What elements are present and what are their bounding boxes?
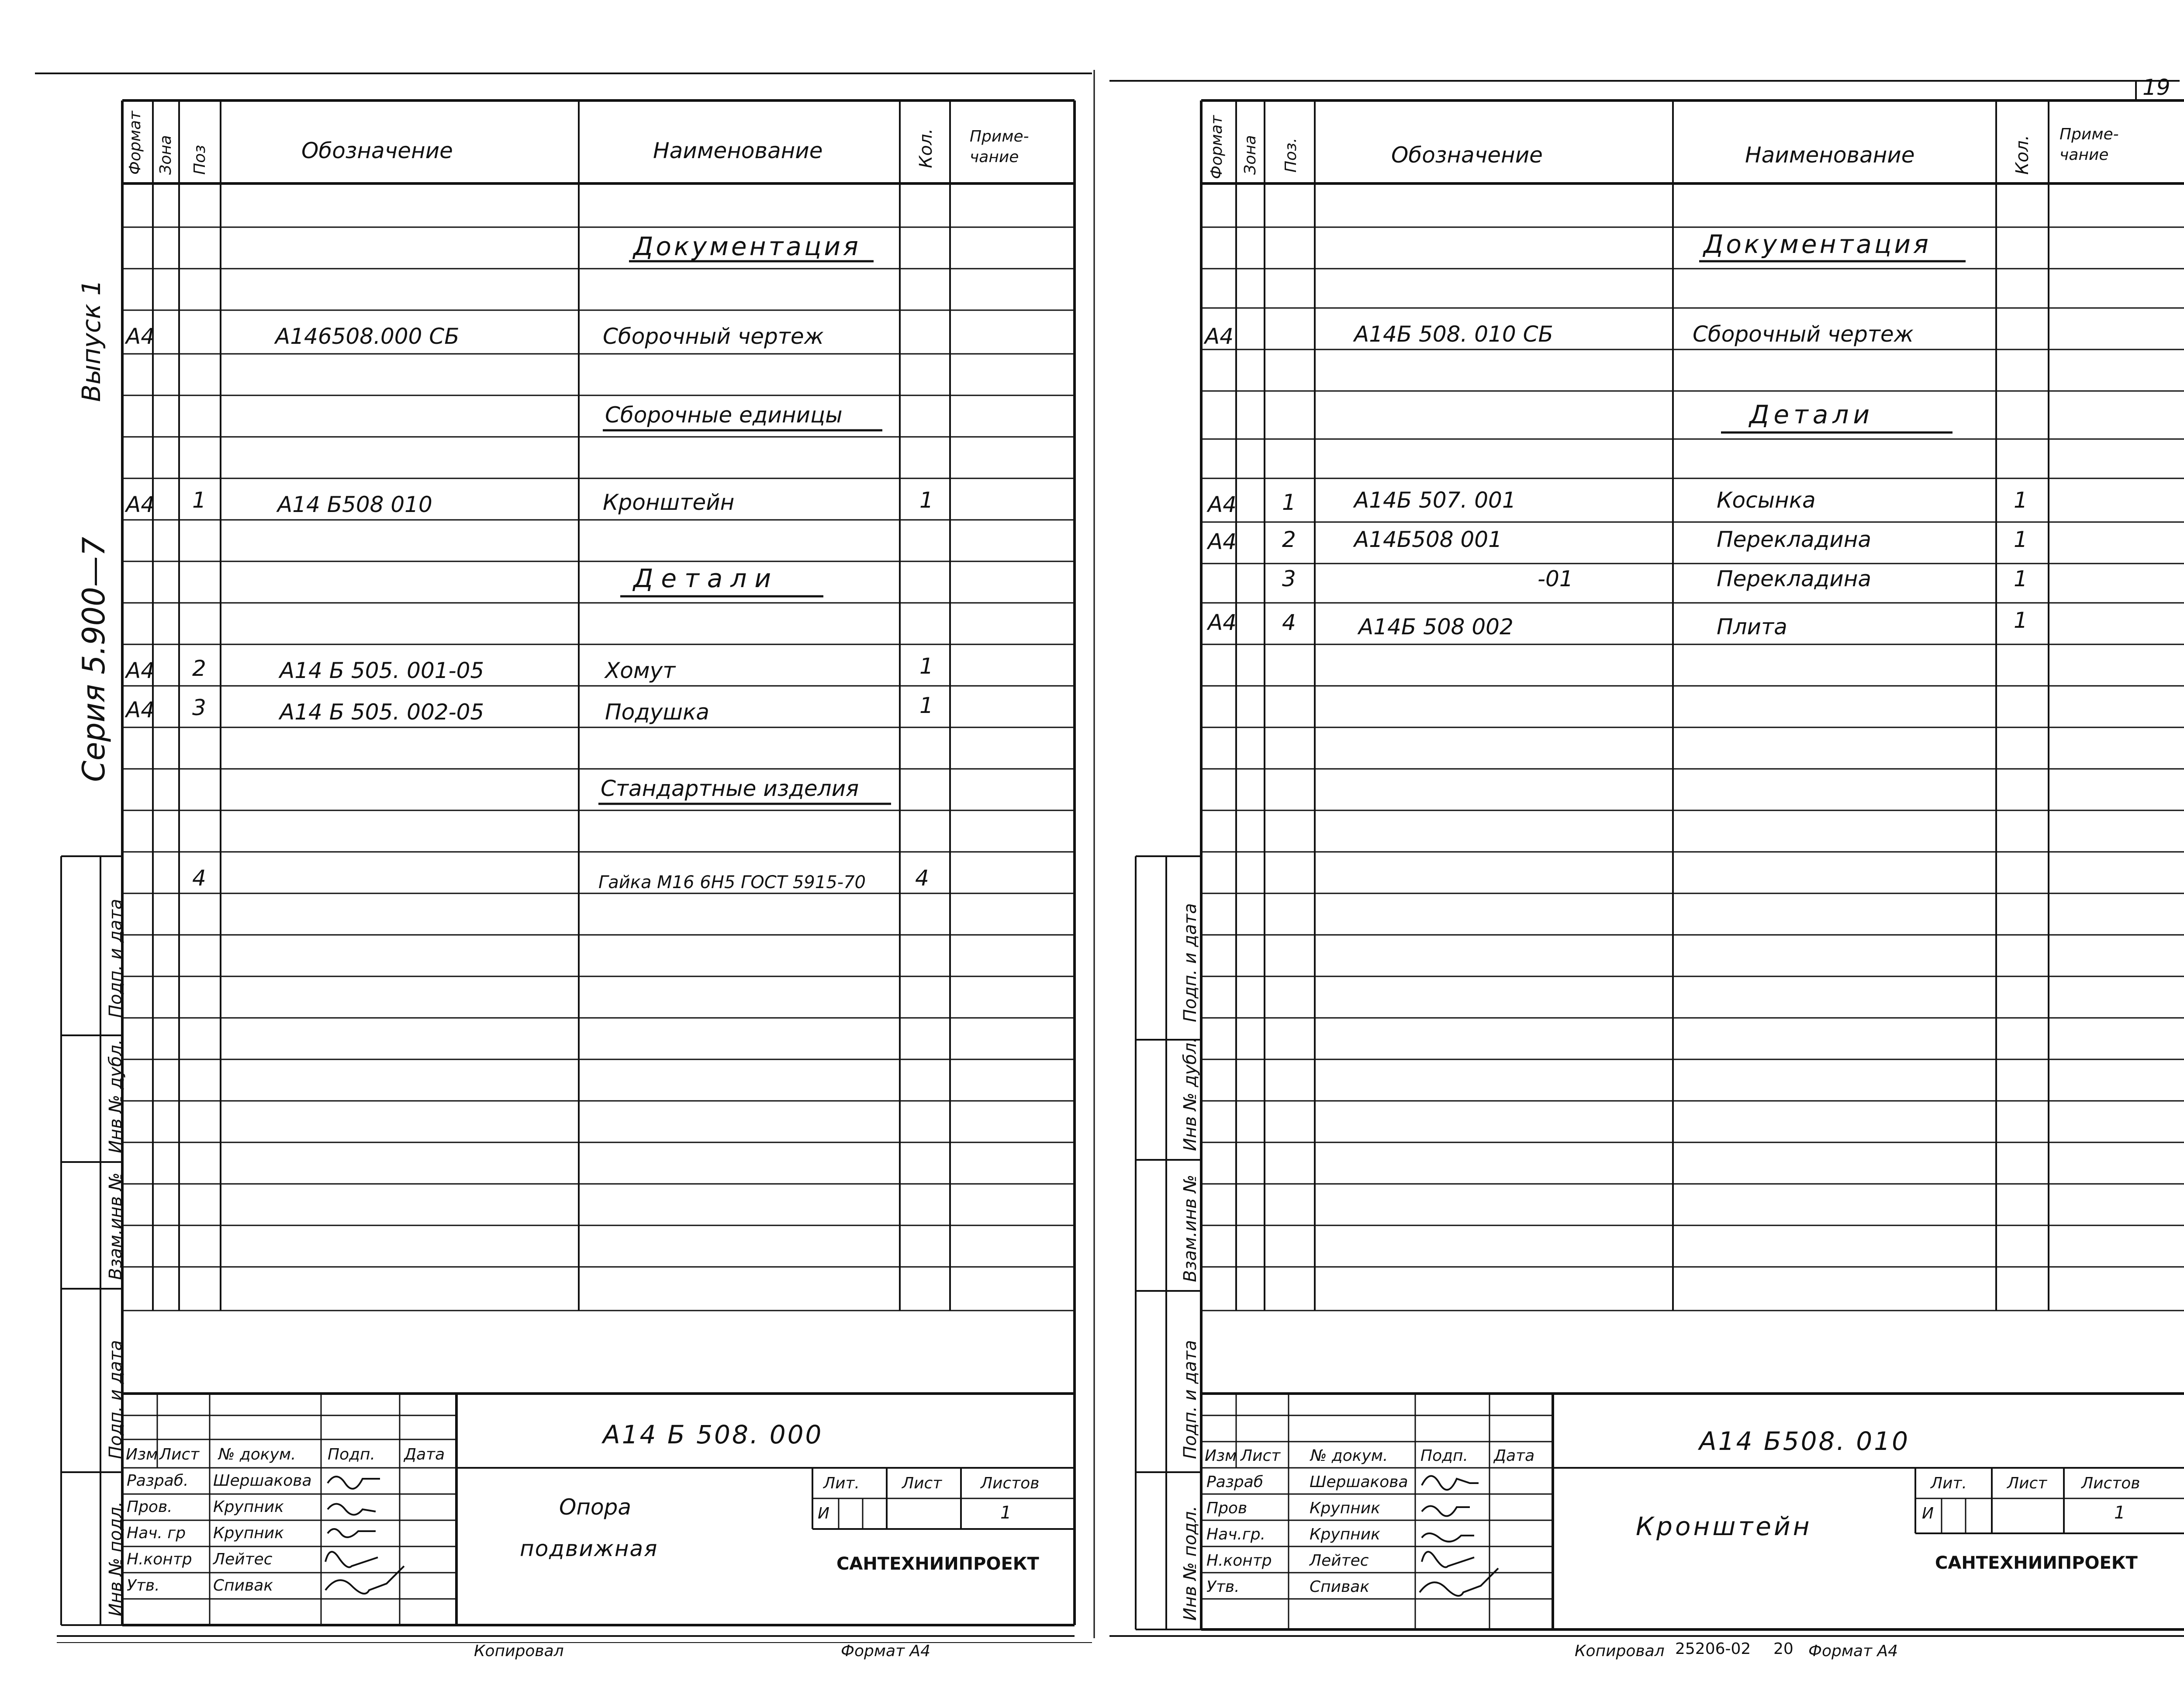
row-format: А4 <box>1208 610 1237 635</box>
row-name: Хомут <box>605 658 676 683</box>
row-format: А4 <box>126 658 155 683</box>
col-label-doc: № докум. <box>218 1446 296 1463</box>
col-label-doc: № докум. <box>1310 1447 1388 1465</box>
lit-value: И <box>818 1505 829 1522</box>
row-pos: 2 <box>1282 527 1296 552</box>
role-label: Утв. <box>127 1577 160 1595</box>
row-pos: 2 <box>192 656 206 681</box>
role-name: Лейтес <box>213 1550 273 1568</box>
row-designation: А14Б 507. 001 <box>1354 488 1516 513</box>
stamp-label-inv-podl: Инв № подл. <box>106 1501 126 1616</box>
header-pos: Поз. <box>1282 138 1300 173</box>
sheets-label: Листов <box>981 1474 1040 1492</box>
header-name: Наименование <box>653 138 823 163</box>
col-label-list: Лист <box>1241 1447 1281 1465</box>
row-name: Гайка М16 6Н5 ГОСТ 5915-70 <box>598 872 866 892</box>
row-name: Кронштейн <box>603 490 735 515</box>
sheets-value: 1 <box>1000 1503 1012 1523</box>
sheet-label: Лист <box>902 1474 942 1492</box>
lit-label: Лит. <box>823 1474 860 1492</box>
footer-copy-index: 20 <box>1773 1640 1794 1658</box>
role-label: Разраб <box>1206 1473 1264 1491</box>
footer-format: Формат А4 <box>841 1642 931 1660</box>
stamp-label-podp-data-top: Подп. и дата <box>1180 903 1200 1022</box>
row-pos: 1 <box>192 488 206 513</box>
role-name: Шершакова <box>213 1472 312 1490</box>
role-label: Пров. <box>127 1498 173 1516</box>
header-zone: Зона <box>157 135 175 175</box>
col-label-sign: Подп. <box>328 1446 375 1463</box>
header-format: Формат <box>1208 115 1226 179</box>
title-block-code: А14 Б 508. 000 <box>603 1420 823 1449</box>
row-designation: А14 Б 505. 002-05 <box>280 699 484 725</box>
section-details: Детали <box>633 564 779 593</box>
row-designation: А14Б 508. 010 СБ <box>1354 322 1553 347</box>
page-number: 19 <box>2143 75 2170 100</box>
stamp-label-podp-data-bottom: Подп. и дата <box>106 1340 126 1459</box>
row-designation: А14Б508 001 <box>1354 527 1502 552</box>
role-label: Нач. гр <box>127 1524 186 1542</box>
row-qty: 1 <box>2014 608 2028 633</box>
role-name: Лейтес <box>1310 1552 1369 1570</box>
col-label-sign: Подп. <box>1420 1447 1468 1465</box>
row-qty: 4 <box>915 865 929 891</box>
col-label-date: Дата <box>404 1446 445 1463</box>
row-format: А4 <box>126 492 155 517</box>
footer-copied: Копировал <box>474 1642 564 1660</box>
section-assembly-units: Сборочные единицы <box>605 402 843 428</box>
header-format: Формат <box>126 111 144 175</box>
org-name: САНТЕХНИИПРОЕКТ <box>836 1554 1039 1574</box>
row-format: А4 <box>126 324 155 349</box>
role-name: Крупник <box>1310 1499 1380 1517</box>
stamp-label-podp-data-top: Подп. и дата <box>106 899 126 1018</box>
footer-copied: Копировал <box>1575 1642 1665 1660</box>
row-pos: 3 <box>192 695 206 720</box>
col-label-izm: Изм <box>126 1446 158 1463</box>
col-label-izm: Изм <box>1205 1447 1237 1465</box>
section-documentation: Документация <box>1704 229 1931 259</box>
sheet-label: Лист <box>2007 1474 2047 1492</box>
row-name: Перекладина <box>1717 566 1872 591</box>
header-pos: Поз <box>191 145 209 175</box>
col-label-date: Дата <box>1494 1447 1535 1465</box>
sheets-value: 1 <box>2114 1503 2125 1523</box>
role-name: Спивак <box>213 1577 273 1595</box>
stamp-label-podp-data-bottom: Подп. и дата <box>1180 1340 1200 1459</box>
stamp-label-vzam-inv: Взам.инв № <box>1180 1174 1200 1282</box>
row-designation: А14Б 508 002 <box>1358 614 1514 640</box>
right-grid-lines <box>1109 0 2184 1688</box>
header-note: Приме- чание <box>2060 125 2119 164</box>
lit-label: Лит. <box>1931 1474 1967 1492</box>
header-designation: Обозначение <box>301 138 453 163</box>
series-label: Серия 5.900—7 <box>76 536 112 782</box>
title-line-1: Опора <box>559 1494 632 1520</box>
org-name: САНТЕХНИИПРОЕКТ <box>1935 1553 2138 1573</box>
stamp-label-inv-dubl: Инв № дубл. <box>1180 1037 1200 1151</box>
row-qty: 1 <box>2014 566 2028 591</box>
row-pos: 1 <box>1282 490 1296 515</box>
row-format: А4 <box>126 697 155 723</box>
role-label: Утв. <box>1206 1578 1240 1596</box>
header-note: Приме- чание <box>970 128 1029 166</box>
row-designation: А14 Б508 010 <box>277 492 432 517</box>
role-label: Разраб. <box>127 1472 189 1490</box>
section-documentation: Документация <box>633 232 861 261</box>
role-name: Крупник <box>213 1498 284 1516</box>
row-qty: 1 <box>2014 488 2028 513</box>
role-name: Спивак <box>1310 1578 1370 1596</box>
row-format: А4 <box>1208 529 1237 554</box>
row-designation: -01 <box>1538 566 1573 591</box>
col-label-list: Лист <box>159 1446 200 1463</box>
header-qty: Кол. <box>2012 135 2032 175</box>
role-label: Нач.гр. <box>1206 1525 1266 1543</box>
row-name: Подушка <box>605 699 709 725</box>
footer-copy-number: 25206-02 <box>1675 1640 1751 1658</box>
role-name: Крупник <box>1310 1525 1380 1543</box>
role-label: Н.контр <box>127 1550 192 1568</box>
stamp-label-inv-podl: Инв № подл. <box>1180 1505 1200 1621</box>
lit-value: И <box>1922 1505 1934 1522</box>
role-name: Крупник <box>213 1524 284 1542</box>
role-label: Пров <box>1206 1499 1248 1517</box>
row-format: А4 <box>1205 324 1234 349</box>
right-sheet <box>1109 0 2184 1688</box>
row-format: А4 <box>1208 492 1237 517</box>
row-qty: 1 <box>2014 527 2028 552</box>
footer-format: Формат А4 <box>1808 1642 1898 1660</box>
stamp-label-inv-dubl: Инв № дубл. <box>106 1039 126 1153</box>
row-pos: 4 <box>192 865 206 891</box>
row-name: Перекладина <box>1717 527 1872 552</box>
section-standard-items: Стандартные изделия <box>601 776 859 801</box>
row-name: Плита <box>1717 614 1787 640</box>
row-designation: А14 Б 505. 001-05 <box>280 658 484 683</box>
stamp-label-vzam-inv: Взам.инв № <box>106 1172 126 1280</box>
role-name: Шершакова <box>1310 1473 1408 1491</box>
row-qty: 1 <box>919 488 933 513</box>
row-qty: 1 <box>919 654 933 679</box>
role-label: Н.контр <box>1206 1552 1272 1570</box>
row-designation: А146508.000 СБ <box>275 324 460 349</box>
header-name: Наименование <box>1745 142 1915 168</box>
row-qty: 1 <box>919 693 933 718</box>
section-details: Детали <box>1749 400 1874 429</box>
row-name: Сборочный чертеж <box>603 324 824 349</box>
header-designation: Обозначение <box>1391 142 1543 168</box>
issue-label: Выпуск 1 <box>76 279 106 402</box>
row-name: Косынка <box>1717 488 1816 513</box>
sheets-label: Листов <box>2081 1474 2140 1492</box>
title-block-code: А14 Б508. 010 <box>1699 1426 1910 1456</box>
row-pos: 4 <box>1282 610 1296 635</box>
header-qty: Кол. <box>916 128 936 168</box>
title-line-1: Кронштейн <box>1636 1512 1812 1541</box>
row-name: Сборочный чертеж <box>1693 322 1914 347</box>
row-pos: 3 <box>1282 566 1296 591</box>
title-line-2: подвижная <box>520 1536 658 1561</box>
header-zone: Зона <box>1241 135 1259 175</box>
